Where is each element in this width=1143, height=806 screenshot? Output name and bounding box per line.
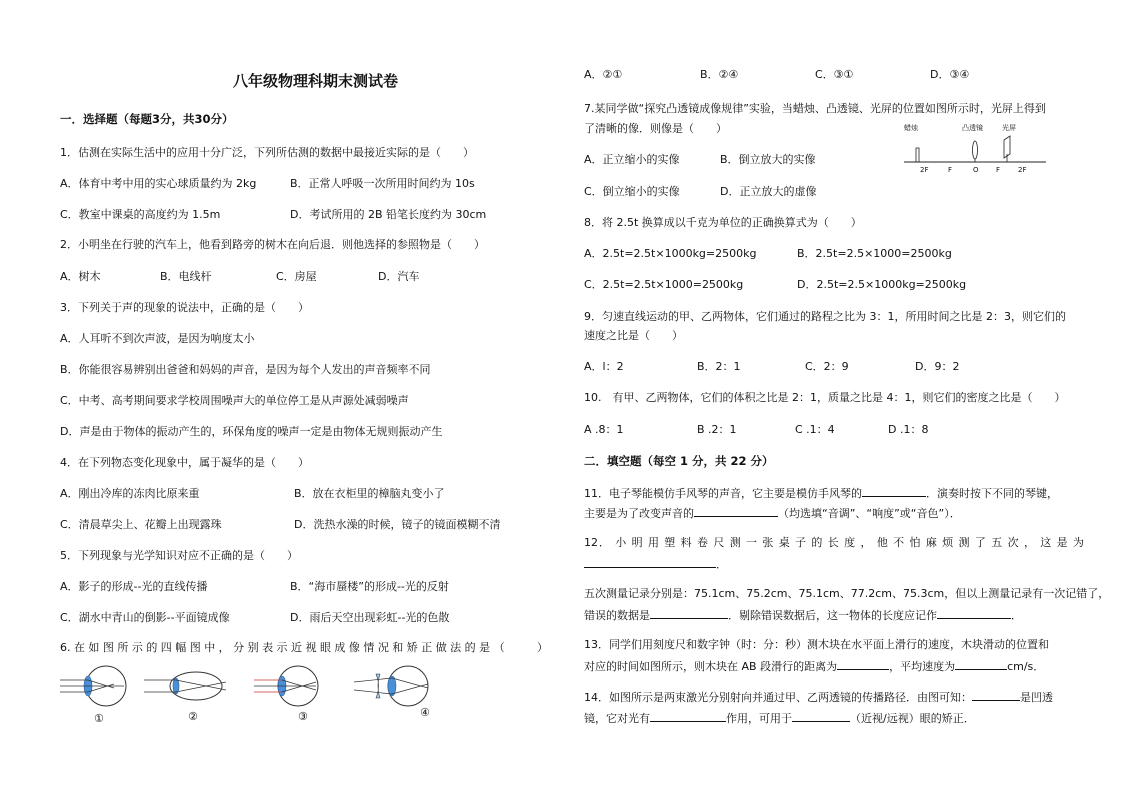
q2-option-c: C．房屋	[276, 270, 317, 283]
q1-option-d: D．考试所用的 2B 铅笔长度约为 30cm	[290, 208, 487, 221]
q12-line4	[584, 607, 1022, 623]
q11-text-3: 主要是为了改变声音的	[584, 507, 694, 520]
q3-stem: 3．下列关于声的现象的说法中，正确的是（ ）	[60, 301, 309, 314]
q7-option-a: A．正立缩小的实像	[584, 153, 680, 166]
q7-option-c: C．倒立缩小的实像	[584, 185, 680, 198]
q4-option-c: C．清晨草尖上、花瓣上出现露珠	[60, 518, 222, 531]
q1-stem: 1．估测在实际生活中的应用十分广泛，下列所估测的数据中最接近实际的是（ ）	[60, 146, 474, 159]
q6-option-d: D．③④	[930, 68, 970, 81]
q9-option-b: B．2：1	[697, 360, 741, 373]
q5-option-a: A．影子的形成--光的直线传播	[60, 580, 208, 593]
q10-option-d: D .1：8	[888, 423, 929, 436]
q10-stem: 10. 有甲、乙两物体，它们的体积之比是 2：1，质量之比是 4：1，则它们的密度之比是（ ）	[584, 391, 1066, 404]
q12-blank-1[interactable]	[584, 556, 716, 568]
q7-stem-line1: 7.某同学做“探究凸透镜成像规律”实验，当蜡烛、凸透镜、光屏的位置如图所示时，光屏上得到	[584, 102, 1046, 115]
q11-blank-2[interactable]	[694, 505, 778, 517]
q4-stem: 4．在下列物态变化现象中，属于凝华的是（ ）	[60, 456, 309, 469]
q7-figure	[900, 122, 1050, 180]
q8-option-d: D．2.5t=2.5×1000kg=2500kg	[797, 278, 967, 291]
q2-option-b: B．电线杆	[160, 270, 212, 283]
q11-line1	[584, 485, 1058, 501]
q1-option-b: B．正常人呼吸一次所用时间约为 10s	[290, 177, 475, 190]
q1-option-c: C．教室中课桌的高度约为 1.5m	[60, 208, 221, 221]
q14-text-e: （近视/远视）眼的矫正．	[850, 712, 975, 725]
q5-option-d: D．雨后天空出现彩虹--光的色散	[290, 611, 450, 624]
q3-option-b: B．你能很容易辨别出爸爸和妈妈的声音，是因为每个人发出的声音频率不同	[60, 363, 431, 376]
q5-stem: 5．下列现象与光学知识对应不正确的是（ ）	[60, 549, 298, 562]
q6-label-3: ③	[298, 710, 308, 723]
section2-heading: 二．填空题（每空 1 分，共 22 分）	[584, 454, 774, 468]
q14-text-d: 作用，可用于	[726, 712, 792, 725]
q3-option-a: A．人耳听不到次声波，是因为响度太小	[60, 332, 255, 345]
q6-label-4: ④	[420, 706, 430, 719]
q4-option-d: D．洗热水澡的时候，镜子的镜面模糊不清	[294, 518, 501, 531]
q6-eye-diagrams	[58, 664, 458, 726]
q12-text-a: 错误的数据是	[584, 609, 650, 622]
q7-tick-f-right: F	[996, 166, 1001, 174]
q9-stem-line2: 速度之比是（ ）	[584, 329, 683, 342]
q7-tick-o: O	[973, 166, 979, 174]
q13-text-b: ，平均速度为	[889, 660, 956, 673]
q14-text-c: 镜，它对光有	[584, 712, 650, 725]
q13-blank-2[interactable]	[955, 658, 1007, 670]
q13-text-a: 对应的时间如图所示，则木块在 AB 段滑行的距离为	[584, 660, 838, 673]
q14-blank-2[interactable]	[650, 710, 726, 722]
q4-option-a: A．刚出冷库的冻肉比原来重	[60, 487, 200, 500]
q12-line3: 五次测量记录分别是：75.1cm、75.2cm、75.1cm、77.2cm、75.3cm，但以上测量记录有一次记错了，	[584, 587, 1110, 600]
q14-text-b: 是凹透	[1020, 691, 1053, 704]
q7-label-lens: 凸透镜	[962, 124, 983, 132]
q3-option-d: D．声是由于物体的振动产生的，环保角度的噪声一定是由物体无规则振动产生	[60, 425, 443, 438]
q11-text-2: ．演奏时按下不同的琴键，	[926, 487, 1058, 500]
q14-line2	[584, 710, 975, 726]
eye-diagram-4	[354, 666, 428, 706]
q6-option-a: A．②①	[584, 68, 623, 81]
q7-stem-line2: 了清晰的像．则像是（ ）	[584, 122, 727, 135]
q4-option-b: B．放在衣柜里的樟脑丸变小了	[294, 487, 445, 500]
q12-text-end: ．	[716, 558, 727, 571]
q14-text-a: 14．如图所示是两束激光分别射向并通过甲、乙两透镜的传播路径．由图可知：	[584, 691, 972, 704]
q14-blank-1[interactable]	[972, 689, 1020, 701]
q11-blank-1[interactable]	[862, 485, 926, 497]
q5-option-b: B．“海市蜃楼”的形成--光的反射	[290, 580, 449, 593]
q12-line2	[584, 556, 727, 572]
q9-option-c: C．2：9	[805, 360, 849, 373]
q2-stem: 2．小明坐在行驶的汽车上，他看到路旁的树木在向后退．则他选择的参照物是（ ）	[60, 238, 485, 251]
q3-option-c: C．中考、高考期间要求学校周围噪声大的单位停工是从声源处减弱噪声	[60, 394, 409, 407]
q9-option-a: A．l：2	[584, 360, 624, 373]
eye-diagram-1	[60, 666, 126, 706]
q13-blank-1[interactable]	[837, 658, 889, 670]
q11-line2	[584, 505, 961, 521]
eye-diagram-2	[144, 672, 226, 700]
q1-option-a: A．体育中考中用的实心球质量约为 2kg	[60, 177, 257, 190]
q6-label-2: ②	[188, 710, 198, 723]
q7-label-candle: 蜡烛	[904, 124, 918, 132]
q11-text-1: 11．电子琴能模仿手风琴的声音，它主要是模仿手风琴的	[584, 487, 862, 500]
q10-option-c: C .1：4	[795, 423, 835, 436]
eye-diagram-3	[254, 666, 318, 706]
q12-blank-3[interactable]	[937, 607, 1011, 619]
q7-tick-2f-left: 2F	[920, 166, 929, 174]
q2-option-d: D．汽车	[378, 270, 420, 283]
q8-stem: 8．将 2.5t 换算成以千克为单位的正确换算式为（ ）	[584, 216, 862, 229]
q12-text-c: ．	[1011, 609, 1022, 622]
q13-text-c: cm/s．	[1007, 660, 1045, 673]
q10-option-a: A .8：1	[584, 423, 624, 436]
q14-line1	[584, 689, 1053, 705]
section1-heading: 一．选择题（每题3分，共30分）	[60, 112, 234, 126]
q9-option-d: D．9：2	[915, 360, 960, 373]
convex-lens	[973, 141, 978, 159]
q7-tick-f-left: F	[948, 166, 953, 174]
page-title: 八年级物理科期末测试卷	[233, 72, 399, 90]
q8-option-a: A．2.5t=2.5t×1000kg=2500kg	[584, 247, 757, 260]
q11-text-4: （均选填“音调”、“响度”或“音色”）．	[778, 507, 961, 520]
q2-option-a: A．树木	[60, 270, 101, 283]
q6-option-b: B．②④	[700, 68, 739, 81]
q13-line2	[584, 658, 1044, 674]
q10-option-b: B .2：1	[697, 423, 737, 436]
q7-option-b: B．倒立放大的实像	[720, 153, 816, 166]
q14-blank-3[interactable]	[792, 710, 850, 722]
q7-option-d: D．正立放大的虚像	[720, 185, 817, 198]
q9-stem-line1: 9．匀速直线运动的甲、乙两物体，它们通过的路程之比为 3：1，所用时间之比是 2：3，则它们的	[584, 310, 1066, 323]
q13-line1: 13．同学们用刻度尺和数字钟（时：分：秒）测木块在水平面上滑行的速度，木块滑动的位置和	[584, 638, 1049, 651]
q8-option-c: C．2.5t=2.5t×1000=2500kg	[584, 278, 744, 291]
q6-label-1: ①	[94, 712, 104, 725]
candle	[916, 148, 919, 162]
q8-option-b: B．2.5t=2.5×1000=2500kg	[797, 247, 952, 260]
q6-option-c: C．③①	[815, 68, 854, 81]
q7-tick-2f-right: 2F	[1018, 166, 1027, 174]
q12-line1: 12． 小 明 用 塑 料 卷 尺 测 一 张 桌 子 的 长 度 ， 他 不 怕 麻 烦 测 了 五 次 ， 这 是 为	[584, 536, 1084, 549]
q12-text-b: ．剔除错误数据后，这一物体的长度应记作	[728, 609, 937, 622]
q6-stem: 6.在如图所示的四幅图中，分别表示近视眼成像情况和矫正做法的是（ ）	[60, 641, 548, 654]
q5-option-c: C．湖水中青山的倒影--平面镜成像	[60, 611, 230, 624]
q12-blank-2[interactable]	[650, 607, 728, 619]
q7-bench-svg	[900, 134, 1050, 168]
q7-label-screen: 光屏	[1002, 124, 1016, 132]
